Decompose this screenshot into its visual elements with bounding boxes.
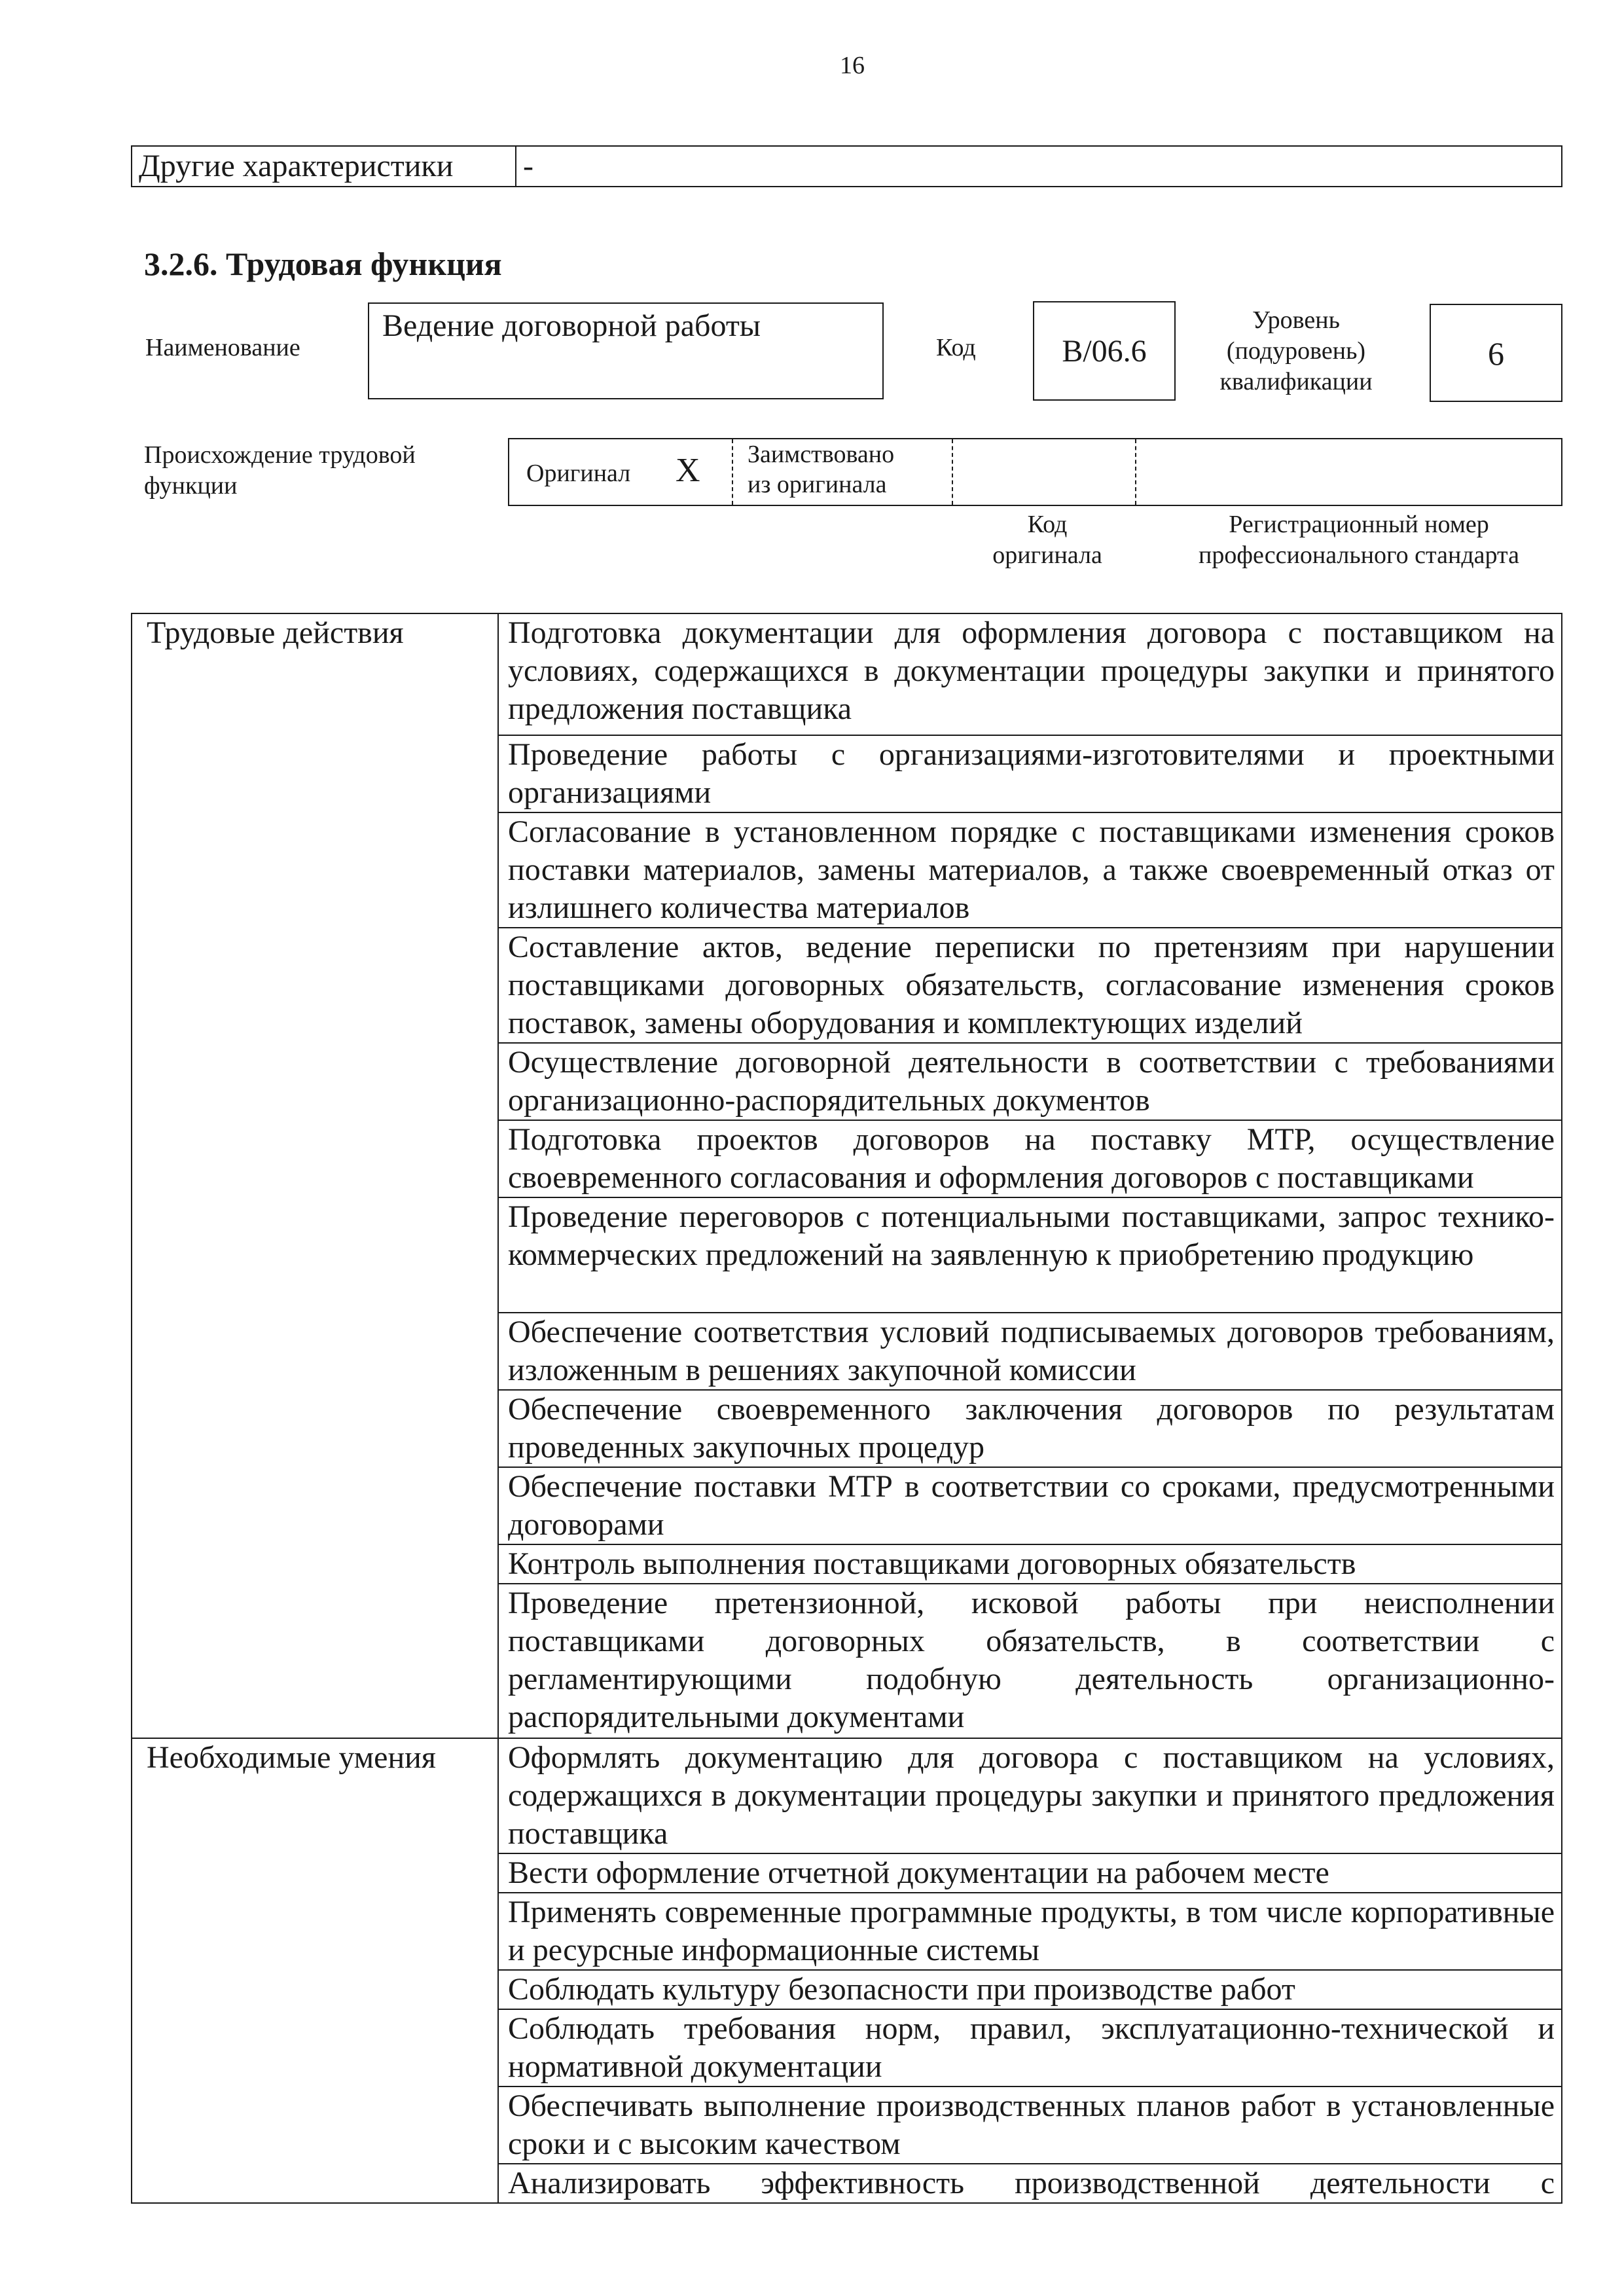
labor-action-item: Обеспечение своевременного заключения договоров по результатам проведенных закупочных процедур <box>498 1390 1562 1467</box>
origin-table <box>508 438 1562 506</box>
skill-item: Соблюдать культуру безопасности при производстве работ <box>498 1970 1562 2009</box>
section-title: 3.2.6. Трудовая функция <box>144 246 502 282</box>
page-number: 16 <box>840 52 865 79</box>
labor-action-item: Проведение работы с организациями-изготовителями и проектными организациями <box>498 735 1562 812</box>
labor-action-item: Согласование в установленном порядке с поставщиками изменения сроков поставки материалов, замены материалов, а также своевременный отказ от излишнего количества материалов <box>498 812 1562 928</box>
origin-label-line: функции <box>144 472 238 500</box>
level-label-line: квалификации <box>1219 368 1373 395</box>
origin-blank-cell <box>953 439 1136 505</box>
labor-action-item: Обеспечение соответствия условий подписываемых договоров требованиям, изложенным в решениях закупочной комиссии <box>498 1313 1562 1390</box>
skill-item: Оформлять документацию для договора с поставщиком на условиях, содержащихся в документации процедуры закупки и принятого предложения поставщика <box>498 1738 1562 1853</box>
other-characteristics-table <box>131 145 1562 187</box>
origin-label-line: Происхождение трудовой <box>144 441 416 469</box>
origin-original-cell <box>509 439 733 505</box>
labor-actions-label: Трудовые действия <box>132 613 498 1738</box>
skill-item: Обеспечивать выполнение производственных планов работ в установленные сроки и с высоким качеством <box>498 2086 1562 2164</box>
name-label: Наименование <box>145 334 300 361</box>
caption-line: Код <box>1027 511 1068 538</box>
level-label-line: (подуровень) <box>1226 337 1366 365</box>
skill-item: Соблюдать требования норм, правил, эксплуатационно-технической и нормативной документации <box>498 2009 1562 2086</box>
caption-line: профессионального стандарта <box>1199 541 1519 569</box>
skill-item: Вести оформление отчетной документации на рабочем месте <box>498 1853 1562 1893</box>
labor-action-item: Обеспечение поставки МТР в соответствии со сроками, предусмотренными договорами <box>498 1467 1562 1544</box>
skills-label: Необходимые умения <box>132 1738 498 2203</box>
labor-action-item: Подготовка проектов договоров на поставку МТР, осуществление своевременного согласования и оформления договоров с поставщиками <box>498 1120 1562 1197</box>
original-mark: Х <box>676 452 700 489</box>
table-row <box>132 613 1562 735</box>
qualification-level-box: 6 <box>1430 304 1562 402</box>
function-details-table <box>131 613 1562 2204</box>
original-label: Оригинал <box>526 460 631 487</box>
function-name-box: Ведение договорной работы <box>368 302 884 399</box>
caption-line: Регистрационный номер <box>1229 511 1489 538</box>
labor-action-item: Проведение претензионной, исковой работы при неисполнении поставщиками договорных обязательств, в соответствии с регламентирующими подобную деятельность организационно-распорядительными документами <box>498 1584 1562 1738</box>
other-characteristics-value: - <box>516 146 1562 187</box>
labor-action-item: Подготовка документации для оформления договора с поставщиком на условиях, содержащихся в документации процедуры закупки и принятого предложения поставщика <box>498 613 1562 735</box>
registration-number-caption <box>1156 509 1562 571</box>
labor-action-item: Осуществление договорной деятельности в соответствии с требованиями организационно-распорядительных документов <box>498 1043 1562 1120</box>
caption-line: оригинала <box>992 541 1102 569</box>
table-row <box>132 1738 1562 1853</box>
code-label: Код <box>936 334 976 361</box>
other-characteristics-label: Другие характеристики <box>132 146 516 187</box>
origin-label <box>144 440 416 501</box>
borrowed-label-line: из оригинала <box>748 471 887 498</box>
original-code-caption <box>949 509 1146 571</box>
skill-item: Применять современные программные продукты, в том числе корпоративные и ресурсные информационные системы <box>498 1893 1562 1970</box>
function-code-box: В/06.6 <box>1033 301 1176 401</box>
origin-borrowed-cell <box>733 439 953 505</box>
labor-action-item: Контроль выполнения поставщиками договорных обязательств <box>498 1544 1562 1584</box>
labor-action-item: Составление актов, ведение переписки по претензиям при нарушении поставщиками договорных обязательств, согласование изменения сроков поставок, замены оборудования и комплектующих изделий <box>498 928 1562 1043</box>
skill-item: Анализировать эффективность производственной деятельности с <box>498 2164 1562 2203</box>
level-label-line: Уровень <box>1252 306 1340 334</box>
qualification-level-label <box>1204 305 1388 397</box>
borrowed-label-line: Заимствовано <box>748 441 895 468</box>
table-row <box>132 146 1562 187</box>
labor-action-item: Проведение переговоров с потенциальными поставщиками, запрос технико-коммерческих предложений на заявленную к приобретению продукцию <box>498 1197 1562 1313</box>
origin-code-cell <box>1136 439 1562 505</box>
